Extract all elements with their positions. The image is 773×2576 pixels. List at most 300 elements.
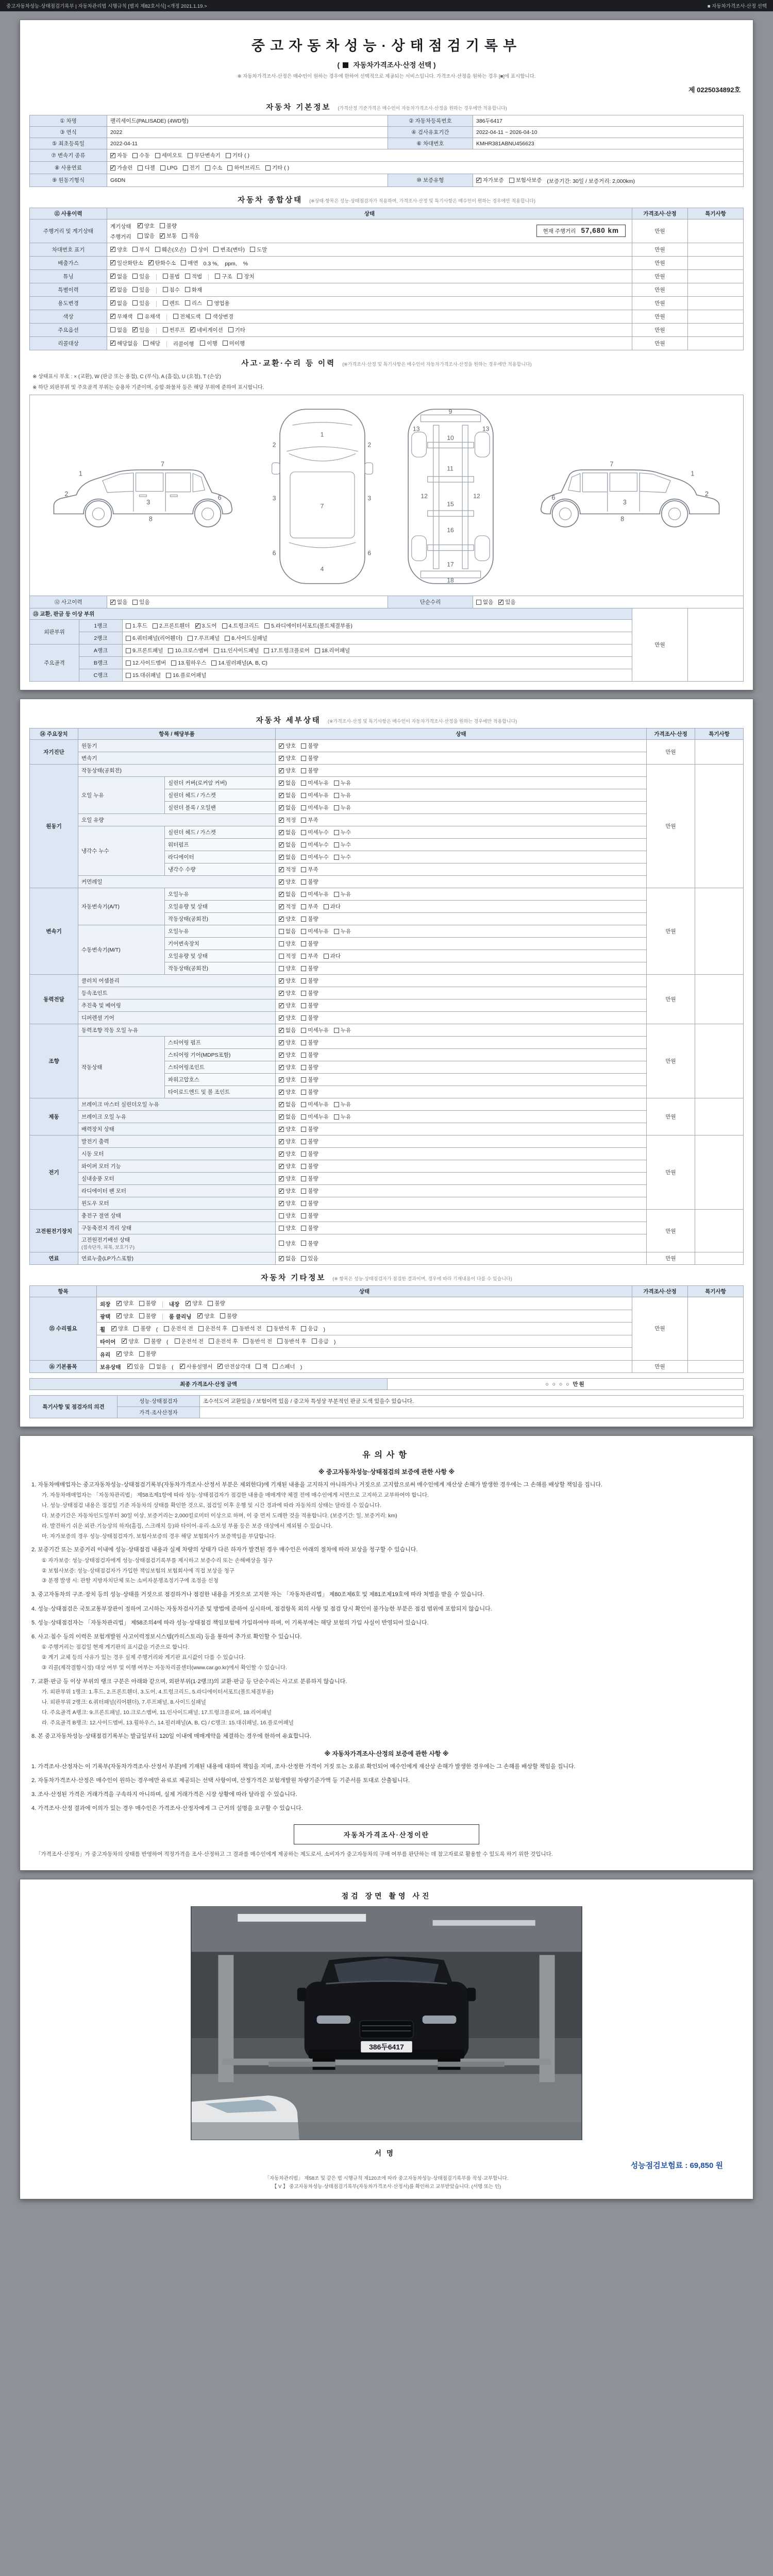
checkbox-양호[interactable] bbox=[279, 977, 296, 985]
checkbox-label: 6.쿼터패널(리어휀더) bbox=[132, 635, 182, 641]
checkbox-없음[interactable] bbox=[279, 1255, 296, 1262]
checkbox-누유[interactable] bbox=[334, 1026, 351, 1034]
checkbox-부식[interactable] bbox=[132, 246, 149, 253]
checkbox-양호[interactable] bbox=[279, 767, 296, 774]
checkbox-양호[interactable] bbox=[110, 246, 127, 253]
checkbox-기타 ( )[interactable] bbox=[226, 151, 249, 159]
checkbox-상이[interactable] bbox=[191, 246, 208, 253]
svg-text:3: 3 bbox=[146, 498, 150, 506]
checkbox-불량[interactable] bbox=[301, 754, 318, 762]
checkbox-없음[interactable] bbox=[279, 791, 296, 799]
checkbox-수동[interactable] bbox=[132, 151, 149, 159]
checkbox-양호[interactable] bbox=[279, 878, 296, 886]
checkbox-없음[interactable] bbox=[149, 1363, 166, 1370]
checkbox-변조(변타)[interactable] bbox=[213, 246, 245, 253]
checkbox-label: 없음 bbox=[117, 599, 128, 605]
checkbox-LPG[interactable] bbox=[160, 165, 178, 171]
checkbox-label: 불량 bbox=[308, 1200, 318, 1207]
checkbox-label: 누유 bbox=[340, 1027, 351, 1033]
checkbox-적음[interactable] bbox=[182, 232, 199, 240]
checkbox-없음[interactable] bbox=[279, 804, 296, 811]
checkbox-양호[interactable] bbox=[279, 1199, 296, 1207]
checkbox-운전석 전[interactable] bbox=[164, 1325, 193, 1332]
notice-item: 4. 성능·상태점검은 국토교통부장관이 정하여 고시하는 자동차검사기준 및 방법에 준하여 실시하며, 점검항목 외의 사항 및 점검 당시 확인이 불가능한 부분은 점검 범위에 포함되지 않습니다. bbox=[31, 1605, 492, 1612]
checkbox-불량[interactable] bbox=[301, 915, 318, 923]
checkbox-label: 양호 bbox=[285, 965, 296, 972]
checkbox-양호[interactable] bbox=[279, 964, 296, 972]
checkbox-매연[interactable] bbox=[181, 259, 198, 267]
checkbox-누유[interactable] bbox=[334, 791, 351, 799]
checkbox-양호[interactable] bbox=[186, 1299, 203, 1307]
checkbox-미세누유[interactable] bbox=[301, 1100, 329, 1108]
checkbox-불량[interactable] bbox=[301, 1138, 318, 1145]
detail-row bbox=[30, 1222, 744, 1234]
checkbox-box-icon bbox=[225, 636, 230, 641]
detail-row bbox=[30, 925, 744, 938]
checkbox-box-icon bbox=[111, 1326, 116, 1331]
checkbox-양호[interactable] bbox=[279, 1076, 296, 1083]
subitem-label: 작동상태(공회전) bbox=[165, 962, 276, 975]
checkbox-누유[interactable] bbox=[334, 804, 351, 811]
checkbox-불량[interactable] bbox=[144, 1337, 161, 1345]
checkbox-과다[interactable] bbox=[324, 952, 341, 960]
checkbox-자가보증[interactable] bbox=[476, 176, 504, 184]
checkbox-미세누유[interactable] bbox=[301, 804, 329, 811]
checkbox-8.사이드실패널[interactable] bbox=[225, 634, 267, 642]
column-header: ⑭ 주요장치 bbox=[30, 728, 78, 740]
checkbox-양호[interactable] bbox=[279, 1014, 296, 1022]
checkbox-box-icon bbox=[171, 660, 176, 666]
checkbox-label: 누수 bbox=[340, 829, 351, 836]
checkbox-16.플로어패널[interactable] bbox=[166, 671, 206, 679]
checkbox-양호[interactable] bbox=[279, 1212, 296, 1219]
checkbox-불량[interactable] bbox=[160, 222, 177, 230]
checkbox-누수[interactable] bbox=[334, 828, 351, 836]
usage-history-label: 주행거리 및 계기상태 bbox=[30, 219, 107, 243]
checkbox-일산화탄소[interactable] bbox=[110, 259, 143, 267]
checkbox-6.쿼터패널(리어휀더)[interactable] bbox=[126, 634, 182, 642]
checkbox-없음[interactable] bbox=[110, 299, 127, 307]
checkbox-17.트렁크플로어[interactable] bbox=[264, 647, 309, 654]
checkbox-해당없음[interactable] bbox=[110, 340, 138, 347]
checkbox-box-icon bbox=[301, 941, 306, 946]
checkbox-부족[interactable] bbox=[301, 903, 318, 910]
checkbox-label: 보험사보증 bbox=[515, 177, 542, 183]
checkbox-불량[interactable] bbox=[139, 1350, 156, 1358]
checkbox-불량[interactable] bbox=[301, 1063, 318, 1071]
checkbox-양호[interactable] bbox=[279, 1224, 296, 1232]
checkbox-구조[interactable] bbox=[215, 273, 232, 280]
checkbox-미세누수[interactable] bbox=[301, 828, 329, 836]
checkbox-무단변속기[interactable] bbox=[188, 151, 221, 159]
checkbox-불량[interactable] bbox=[301, 1187, 318, 1195]
checkbox-과다[interactable] bbox=[324, 903, 341, 910]
checkbox-보험사보증[interactable] bbox=[509, 176, 542, 184]
checkbox-불량[interactable] bbox=[220, 1312, 237, 1320]
checkbox-양호[interactable] bbox=[279, 1039, 296, 1046]
opinion-label: 특기사항 및 점검자의 의견 bbox=[30, 1396, 117, 1418]
checkbox-디젤[interactable] bbox=[138, 164, 155, 172]
checkbox-5.라디에이터서포트(볼트체결부품)[interactable] bbox=[264, 622, 352, 630]
svg-text:8: 8 bbox=[149, 515, 153, 522]
state-cell bbox=[276, 925, 647, 938]
checkbox-label: 기타 ( ) bbox=[272, 165, 290, 171]
checkbox-없음[interactable] bbox=[279, 890, 296, 898]
checkbox-누유[interactable] bbox=[334, 779, 351, 787]
checkbox-양호[interactable] bbox=[279, 754, 296, 762]
checkbox-응급[interactable] bbox=[301, 1325, 318, 1332]
checkbox-label: 과다 bbox=[330, 904, 341, 910]
checkbox-있음[interactable] bbox=[127, 1363, 144, 1370]
checkbox-운전석 후[interactable] bbox=[198, 1325, 228, 1332]
checkbox-동반석 후[interactable] bbox=[267, 1325, 296, 1332]
checkbox-양호[interactable] bbox=[116, 1299, 133, 1307]
checkbox-불량[interactable] bbox=[301, 878, 318, 886]
checkbox-미세누수[interactable] bbox=[301, 853, 329, 861]
checkbox-있음[interactable] bbox=[132, 286, 149, 294]
state-cell bbox=[276, 1024, 647, 1037]
checkbox-영업용[interactable] bbox=[207, 299, 229, 307]
checkbox-불량[interactable] bbox=[139, 1299, 156, 1307]
checkbox-box-icon bbox=[279, 781, 284, 786]
state-cell bbox=[276, 1012, 647, 1024]
checkbox-box-icon bbox=[279, 1164, 284, 1169]
checkbox-양호[interactable] bbox=[138, 222, 155, 230]
checkbox-label: 불량 bbox=[308, 1040, 318, 1046]
checkbox-box-icon bbox=[126, 623, 131, 629]
checkbox-불량[interactable] bbox=[301, 742, 318, 750]
subitem-label: 오일유량 및 상태 bbox=[165, 950, 276, 962]
checkbox-미세누유[interactable] bbox=[301, 1026, 329, 1034]
checkbox-label: 영업용 bbox=[214, 300, 230, 307]
filled-square-checkbox-icon[interactable] bbox=[343, 62, 348, 68]
checkbox-탄화수소[interactable] bbox=[148, 259, 176, 267]
checkbox-양호[interactable] bbox=[279, 742, 296, 750]
checkbox-잭[interactable] bbox=[256, 1363, 267, 1370]
paren-open: ( bbox=[172, 1364, 174, 1370]
checkbox-미세누유[interactable] bbox=[301, 791, 329, 799]
checkbox-없음[interactable] bbox=[279, 779, 296, 787]
checkbox-없음[interactable] bbox=[279, 1100, 296, 1108]
checkbox-14.필러패널(A, B, C)[interactable] bbox=[211, 659, 267, 667]
checkbox-box-icon bbox=[301, 1102, 306, 1107]
checkbox-보통[interactable] bbox=[160, 232, 177, 240]
checkbox-9.프론트패널[interactable] bbox=[126, 647, 163, 654]
checkbox-12.사이드멤버[interactable] bbox=[126, 659, 166, 667]
checkbox-이행[interactable] bbox=[200, 340, 217, 347]
checkbox-동반석 전[interactable] bbox=[243, 1337, 273, 1345]
checkbox-적법[interactable] bbox=[185, 273, 202, 280]
checkbox-있음[interactable] bbox=[132, 273, 149, 280]
checkbox-양호[interactable] bbox=[279, 1150, 296, 1158]
checkbox-label: 불량 bbox=[308, 990, 318, 996]
checkbox-사용설명서[interactable] bbox=[180, 1363, 213, 1370]
checkbox-box-icon bbox=[301, 842, 306, 848]
checkbox-box-icon bbox=[279, 879, 284, 885]
checkbox-수소[interactable] bbox=[205, 164, 222, 172]
checkbox-없음[interactable] bbox=[110, 598, 127, 606]
state-cell bbox=[276, 1074, 647, 1086]
checkbox-없음[interactable] bbox=[110, 286, 127, 294]
photo-license-plate: 386두6417 bbox=[369, 2042, 404, 2051]
checkbox-양호[interactable] bbox=[197, 1312, 214, 1320]
checkbox-해당[interactable] bbox=[143, 340, 160, 347]
checkbox-양호[interactable] bbox=[116, 1350, 133, 1358]
checkbox-누유[interactable] bbox=[334, 1113, 351, 1121]
checkbox-양호[interactable] bbox=[279, 989, 296, 997]
detail-row bbox=[30, 1185, 744, 1197]
price-definition-box: 자동차가격조사·산정이란 bbox=[294, 1824, 479, 1844]
checkbox-양호[interactable] bbox=[279, 1063, 296, 1071]
checkbox-label: 양호 bbox=[285, 1139, 296, 1145]
divider bbox=[166, 341, 167, 347]
checkbox-무채색[interactable] bbox=[110, 313, 132, 320]
checkbox-부족[interactable] bbox=[301, 866, 318, 873]
svg-text:2: 2 bbox=[272, 441, 276, 449]
checkbox-적정[interactable] bbox=[279, 816, 296, 824]
checkbox-유채색[interactable] bbox=[138, 313, 160, 320]
checkbox-없음[interactable] bbox=[279, 1113, 296, 1121]
checkbox-box-icon bbox=[139, 1351, 144, 1357]
checkbox-양호[interactable] bbox=[279, 1138, 296, 1145]
checkbox-도말[interactable] bbox=[250, 246, 267, 253]
usage-history-label: 특별이력 bbox=[30, 283, 107, 296]
checkbox-불량[interactable] bbox=[301, 1199, 318, 1207]
checkbox-불량[interactable] bbox=[301, 1088, 318, 1096]
detail-row bbox=[30, 1210, 744, 1222]
checkbox-있음[interactable] bbox=[132, 299, 149, 307]
checkbox-누수[interactable] bbox=[334, 841, 351, 849]
checkbox-label: 전체도색 bbox=[179, 313, 201, 320]
checkbox-적정[interactable] bbox=[279, 903, 296, 910]
paren-close: ) bbox=[323, 1326, 326, 1333]
checkbox-label: 양호 bbox=[285, 1040, 296, 1046]
checkbox-미이행[interactable] bbox=[223, 340, 245, 347]
checkbox-label: 있음 bbox=[139, 286, 150, 293]
checkbox-색상변경[interactable] bbox=[206, 313, 233, 320]
checkbox-box-icon bbox=[301, 1040, 306, 1045]
checkbox-동반석 후[interactable] bbox=[277, 1337, 307, 1345]
checkbox-label: 2.프론트휀더 bbox=[159, 623, 190, 629]
checkbox-불량[interactable] bbox=[301, 1125, 318, 1133]
checkbox-box-icon bbox=[191, 247, 196, 252]
accident-history-label: ⑫ 사고이력 bbox=[30, 596, 107, 608]
checkbox-18.리어패널[interactable] bbox=[315, 647, 350, 654]
subitem-label: 라디에이터 bbox=[165, 851, 276, 863]
checkbox-box-icon bbox=[279, 1127, 284, 1132]
checkbox-기타[interactable] bbox=[228, 326, 245, 334]
checkbox-있음[interactable] bbox=[301, 1255, 318, 1262]
checkbox-box-icon bbox=[301, 1053, 306, 1058]
checkbox-box-icon bbox=[250, 247, 255, 252]
checkbox-양호[interactable] bbox=[279, 1240, 296, 1247]
checkbox-네비게이션[interactable] bbox=[190, 326, 223, 334]
checkbox-있음[interactable] bbox=[132, 326, 149, 334]
checkbox-label: 양호 bbox=[285, 755, 296, 761]
checkbox-11.인사이드패널[interactable] bbox=[214, 647, 259, 654]
repair-row bbox=[30, 1297, 744, 1310]
checkbox-없음[interactable] bbox=[279, 828, 296, 836]
checkbox-양호[interactable] bbox=[279, 1175, 296, 1182]
checkbox-있음[interactable] bbox=[498, 598, 515, 606]
checkbox-7.루프패널[interactable] bbox=[188, 634, 220, 642]
checkbox-안전삼각대[interactable] bbox=[217, 1363, 250, 1370]
checkbox-label: 무단변속기 bbox=[194, 152, 221, 159]
checkbox-box-icon bbox=[279, 1028, 284, 1033]
checkbox-4.트렁크리드[interactable] bbox=[222, 622, 259, 630]
checkbox-불량[interactable] bbox=[301, 767, 318, 774]
checkbox-스패너[interactable] bbox=[273, 1363, 295, 1370]
checkbox-불량[interactable] bbox=[301, 1014, 318, 1022]
checkbox-장치[interactable] bbox=[237, 273, 254, 280]
checkbox-양호[interactable] bbox=[279, 1002, 296, 1009]
checkbox-label: LPG bbox=[166, 164, 178, 171]
car-side-view-right-diagram bbox=[527, 446, 729, 547]
checkbox-양호[interactable] bbox=[116, 1312, 133, 1320]
checkbox-3.도어[interactable] bbox=[195, 622, 217, 630]
checkbox-불량[interactable] bbox=[301, 1162, 318, 1170]
checkbox-불량[interactable] bbox=[133, 1325, 150, 1332]
notice-item: 8. 본 중고자동차성능·상태점검기록부는 발급일부터 120일 이내에 매매계약을 체결하는 경우에 한하여 유효합니다. bbox=[31, 1733, 311, 1740]
checkbox-썬루프[interactable] bbox=[163, 326, 185, 334]
page-1 bbox=[20, 20, 753, 690]
checkbox-누유[interactable] bbox=[334, 927, 351, 935]
checkbox-누유[interactable] bbox=[334, 890, 351, 898]
checkbox-없음[interactable] bbox=[279, 927, 296, 935]
checkbox-양호[interactable] bbox=[279, 940, 296, 947]
checkbox-양호[interactable] bbox=[122, 1337, 139, 1345]
checkbox-13.휠하우스[interactable] bbox=[171, 659, 206, 667]
checkbox-양호[interactable] bbox=[279, 1187, 296, 1195]
field-value: 386두6417 bbox=[473, 115, 744, 127]
checkbox-많음[interactable] bbox=[138, 232, 155, 240]
checkbox-하이브리드[interactable] bbox=[227, 164, 260, 172]
subitem-label: 오일누유 bbox=[165, 888, 276, 901]
checkbox-불량[interactable] bbox=[301, 1212, 318, 1219]
checkbox-1.후드[interactable] bbox=[126, 622, 147, 630]
remark-cell bbox=[695, 1024, 744, 1098]
checkbox-없음[interactable] bbox=[279, 1026, 296, 1034]
checkbox-불량[interactable] bbox=[301, 1076, 318, 1083]
checkbox-불량[interactable] bbox=[301, 1150, 318, 1158]
checkbox-불법[interactable] bbox=[163, 273, 180, 280]
checkbox-동반석 전[interactable] bbox=[232, 1325, 262, 1332]
detail-row bbox=[30, 975, 744, 987]
accident-history-row bbox=[30, 596, 744, 608]
checkbox-양호[interactable] bbox=[279, 1088, 296, 1096]
checkbox-적정[interactable] bbox=[279, 952, 296, 960]
checkbox-15.대쉬패널[interactable] bbox=[126, 671, 161, 679]
checkbox-불량[interactable] bbox=[301, 1224, 318, 1232]
checkbox-box-icon bbox=[301, 867, 306, 872]
checkbox-자동[interactable] bbox=[110, 151, 127, 159]
checkbox-10.크로스멤버[interactable] bbox=[168, 647, 208, 654]
checkbox-미세누수[interactable] bbox=[301, 841, 329, 849]
checkbox-box-icon bbox=[509, 178, 514, 183]
checkbox-양호[interactable] bbox=[279, 1125, 296, 1133]
checkbox-있음[interactable] bbox=[132, 598, 149, 606]
checkbox-없음[interactable] bbox=[476, 598, 493, 606]
checkbox-기타 ( )[interactable] bbox=[265, 164, 289, 172]
checkbox-누유[interactable] bbox=[334, 1100, 351, 1108]
checkbox-box-icon bbox=[279, 929, 284, 934]
checkbox-양호[interactable] bbox=[111, 1325, 128, 1332]
checkbox-label: 운전석 후 bbox=[205, 1326, 228, 1332]
checkbox-훼손(오손)[interactable] bbox=[155, 246, 187, 253]
checkbox-label: 기타 bbox=[234, 327, 246, 333]
checkbox-불량[interactable] bbox=[301, 1175, 318, 1182]
checkbox-부족[interactable] bbox=[301, 816, 318, 824]
checkbox-불량[interactable] bbox=[301, 1039, 318, 1046]
checkbox-미세누유[interactable] bbox=[301, 890, 329, 898]
checkbox-label: 디젤 bbox=[144, 165, 155, 171]
remark-cell bbox=[688, 269, 744, 283]
checkbox-label: 양호 bbox=[118, 1326, 129, 1332]
checkbox-불량[interactable] bbox=[301, 989, 318, 997]
checkbox-화재[interactable] bbox=[185, 286, 202, 294]
checkbox-양호[interactable] bbox=[279, 1051, 296, 1059]
subitem-label: 실린더 블록 / 오일팬 bbox=[165, 802, 276, 814]
checkbox-불량[interactable] bbox=[208, 1299, 225, 1307]
checkbox-가솔린[interactable] bbox=[110, 164, 132, 172]
checkbox-불량[interactable] bbox=[301, 977, 318, 985]
checkbox-양호[interactable] bbox=[279, 1162, 296, 1170]
checkbox-전기[interactable] bbox=[183, 164, 200, 172]
checkbox-운전석 후[interactable] bbox=[209, 1337, 238, 1345]
checkbox-운전석 전[interactable] bbox=[175, 1337, 204, 1345]
price-cell: 만원 bbox=[632, 283, 688, 296]
checkbox-label: 양호 bbox=[285, 1213, 296, 1219]
checkbox-없음[interactable] bbox=[110, 326, 127, 334]
checkbox-없음[interactable] bbox=[279, 841, 296, 849]
checkbox-전체도색[interactable] bbox=[173, 313, 201, 320]
checkbox-불량[interactable] bbox=[301, 1002, 318, 1009]
checkbox-양호[interactable] bbox=[279, 915, 296, 923]
state-cell bbox=[276, 765, 647, 777]
checkbox-불량[interactable] bbox=[139, 1312, 156, 1320]
checkbox-세미오토[interactable] bbox=[155, 151, 183, 159]
checkbox-미세누유[interactable] bbox=[301, 927, 329, 935]
checkbox-label: 불량 bbox=[308, 1225, 318, 1231]
checkbox-불량[interactable] bbox=[301, 964, 318, 972]
checkbox-적정[interactable] bbox=[279, 866, 296, 873]
checkbox-불량[interactable] bbox=[301, 1051, 318, 1059]
checkbox-부족[interactable] bbox=[301, 952, 318, 960]
state-cell bbox=[276, 863, 647, 876]
parts-cell bbox=[123, 632, 632, 645]
checkbox-없음[interactable] bbox=[110, 273, 127, 280]
checkbox-불량[interactable] bbox=[301, 1240, 318, 1247]
checkbox-미세누유[interactable] bbox=[301, 1113, 329, 1121]
remark-cell bbox=[695, 1210, 744, 1252]
checkbox-불량[interactable] bbox=[301, 940, 318, 947]
checkbox-리스[interactable] bbox=[185, 299, 202, 307]
checkbox-label: 동반석 후 bbox=[273, 1326, 296, 1332]
divider bbox=[162, 1301, 163, 1308]
checkbox-없음[interactable] bbox=[279, 853, 296, 861]
notice-subitem: ① 자가보증: 성능·상태점검자에게 성능·상태점검기록부를 제시하고 보증수리 또는 손해배상을 청구 bbox=[42, 1557, 273, 1564]
divider bbox=[162, 1314, 163, 1320]
checkbox-미세누유[interactable] bbox=[301, 779, 329, 787]
checkbox-누수[interactable] bbox=[334, 853, 351, 861]
checkbox-렌트[interactable] bbox=[163, 299, 180, 307]
checkbox-box-icon bbox=[139, 1301, 144, 1306]
checkbox-2.프론트휀더[interactable] bbox=[153, 622, 190, 630]
checkbox-응급[interactable] bbox=[312, 1337, 329, 1345]
checkbox-label: 없음 bbox=[285, 792, 296, 799]
checkbox-침수[interactable] bbox=[163, 286, 180, 294]
checkbox-box-icon bbox=[301, 756, 306, 761]
